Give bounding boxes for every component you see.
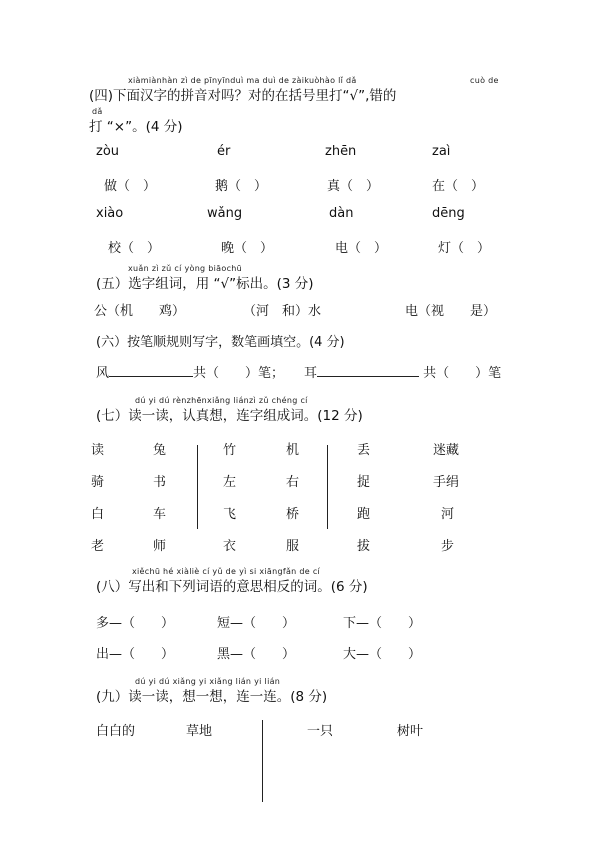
sec7-r2-c5[interactable]: 捉 bbox=[357, 475, 371, 490]
sec7-pinyin: dú yi dú rènzhēnxiǎng liánzì zǔ chéng cí bbox=[135, 396, 308, 405]
sec9-divider bbox=[262, 720, 263, 802]
sec9-title: (九）读一读，想一想，连一连。(8 分) bbox=[96, 689, 328, 705]
sec9-item-1[interactable]: 白白的 bbox=[96, 724, 136, 739]
sec5-item-2[interactable]: （河 和）水 bbox=[243, 304, 322, 319]
sec7-r3-c1[interactable]: 白 bbox=[91, 507, 105, 522]
sec4-row2-char-4[interactable]: 灯（ ） bbox=[438, 241, 491, 256]
sec4-row2-pinyin-3: dàn bbox=[329, 206, 354, 221]
sec7-r2-c2[interactable]: 书 bbox=[153, 475, 167, 490]
sec4-row2-pinyin-2: wǎng bbox=[207, 206, 243, 221]
sec9-pinyin: dú yi dú xiǎng yi xiǎng lián yi lián bbox=[135, 677, 281, 686]
sec7-r1-c6[interactable]: 迷藏 bbox=[433, 443, 460, 458]
sec4-row2-char-1[interactable]: 校（ ） bbox=[108, 241, 161, 256]
sec4-pinyin-da: dǎ bbox=[92, 107, 103, 116]
sec7-r4-c4[interactable]: 服 bbox=[286, 539, 300, 554]
sec4-row1-pinyin-2: ér bbox=[217, 144, 231, 159]
sec4-row1-pinyin-1: zòu bbox=[96, 144, 120, 159]
sec9-item-2[interactable]: 草地 bbox=[186, 724, 213, 739]
sec8-pinyin: xiěchū hé xiàliè cí yǔ de yì si xiāngfǎn de cí bbox=[132, 567, 321, 576]
sec7-r4-c1[interactable]: 老 bbox=[91, 539, 105, 554]
sec7-r1-c1[interactable]: 读 bbox=[91, 443, 105, 458]
sec4-row2-char-3[interactable]: 电（ ） bbox=[335, 241, 388, 256]
sec7-r4-c5[interactable]: 拔 bbox=[357, 539, 371, 554]
sec8-r2-item-2[interactable]: 黑—（ ） bbox=[217, 647, 296, 662]
sec6-blank-1[interactable] bbox=[109, 364, 193, 377]
sec7-r4-c2[interactable]: 师 bbox=[153, 539, 167, 554]
sec4-title-line2: 打 “×”。(4 分) bbox=[89, 119, 183, 135]
sec6-char-2: 耳 bbox=[304, 366, 318, 381]
sec4-row1-char-3[interactable]: 真（ ） bbox=[327, 179, 380, 194]
sec7-r3-c5[interactable]: 跑 bbox=[357, 507, 371, 522]
sec7-divider-2 bbox=[327, 445, 328, 529]
sec8-title: (八）写出和下列词语的意思相反的词。(6 分) bbox=[96, 579, 368, 595]
sec8-r1-item-3[interactable]: 下—（ ） bbox=[343, 616, 422, 631]
sec7-title: (七）读一读，认真想，连字组成词。(12 分) bbox=[96, 408, 363, 424]
sec6-count-1[interactable]: 共（ ）笔； bbox=[193, 366, 285, 381]
sec6-title: (六）按笔顺规则写字，数笔画填空。(4 分) bbox=[96, 335, 345, 350]
sec5-title: (五）选字组词，用 “√”标出。(3 分) bbox=[96, 276, 314, 292]
sec7-r4-c6[interactable]: 步 bbox=[441, 539, 455, 554]
sec4-row1-pinyin-4: zaì bbox=[432, 144, 451, 159]
sec8-r1-item-1[interactable]: 多—（ ） bbox=[96, 616, 175, 631]
sec9-item-4[interactable]: 树叶 bbox=[397, 724, 424, 739]
sec6-char-1: 风 bbox=[96, 366, 110, 381]
sec4-row1-char-1[interactable]: 做（ ） bbox=[104, 179, 157, 194]
sec4-row1-char-4[interactable]: 在（ ） bbox=[432, 179, 485, 194]
sec5-item-1[interactable]: 公（机 鸡） bbox=[94, 304, 186, 319]
sec8-r2-item-1[interactable]: 出—（ ） bbox=[96, 647, 175, 662]
sec7-r1-c2[interactable]: 兔 bbox=[153, 443, 167, 458]
sec7-r1-c3[interactable]: 竹 bbox=[223, 443, 237, 458]
sec6-count-2[interactable]: 共（ ）笔 bbox=[423, 366, 502, 381]
sec7-r2-c6[interactable]: 手绢 bbox=[433, 475, 460, 490]
sec4-row2-pinyin-4: dēng bbox=[432, 206, 465, 221]
sec4-row1-char-2[interactable]: 鹅（ ） bbox=[215, 179, 268, 194]
sec4-row2-char-2[interactable]: 晚（ ） bbox=[221, 241, 274, 256]
sec4-row1-pinyin-3: zhēn bbox=[325, 144, 357, 159]
sec5-item-3[interactable]: 电（视 是） bbox=[405, 304, 497, 319]
sec7-r4-c3[interactable]: 衣 bbox=[223, 539, 237, 554]
sec6-line-1 bbox=[96, 362, 284, 381]
sec7-divider-1 bbox=[197, 445, 198, 529]
sec7-r3-c2[interactable]: 车 bbox=[153, 507, 167, 522]
sec4-pinyin: xiàmiànhàn zì de pīnyīnduì ma duì de zàikuòhào lǐ dǎ bbox=[128, 76, 357, 85]
sec9-item-3[interactable]: 一只 bbox=[307, 724, 334, 739]
sec7-r2-c3[interactable]: 左 bbox=[223, 475, 237, 490]
sec7-r1-c4[interactable]: 机 bbox=[286, 443, 300, 458]
sec8-r1-item-2[interactable]: 短—（ ） bbox=[217, 616, 296, 631]
sec7-r3-c4[interactable]: 桥 bbox=[286, 507, 300, 522]
sec7-r1-c5[interactable]: 丢 bbox=[357, 443, 371, 458]
sec7-r3-c6[interactable]: 河 bbox=[441, 507, 455, 522]
sec4-row2-pinyin-1: xiào bbox=[96, 206, 124, 221]
sec6-line-2 bbox=[304, 362, 501, 381]
sec4-pinyin-cuo: cuò de bbox=[470, 76, 499, 85]
sec8-r2-item-3[interactable]: 大—（ ） bbox=[343, 647, 422, 662]
sec7-r3-c3[interactable]: 飞 bbox=[223, 507, 237, 522]
sec4-title: (四)下面汉字的拼音对吗？对的在括号里打“√”,错的 bbox=[89, 88, 397, 104]
sec6-blank-2[interactable] bbox=[317, 364, 419, 377]
sec7-r2-c4[interactable]: 右 bbox=[286, 475, 300, 490]
sec7-r2-c1[interactable]: 骑 bbox=[91, 475, 105, 490]
sec5-pinyin: xuǎn zì zǔ cí yòng biāochū bbox=[128, 264, 243, 273]
